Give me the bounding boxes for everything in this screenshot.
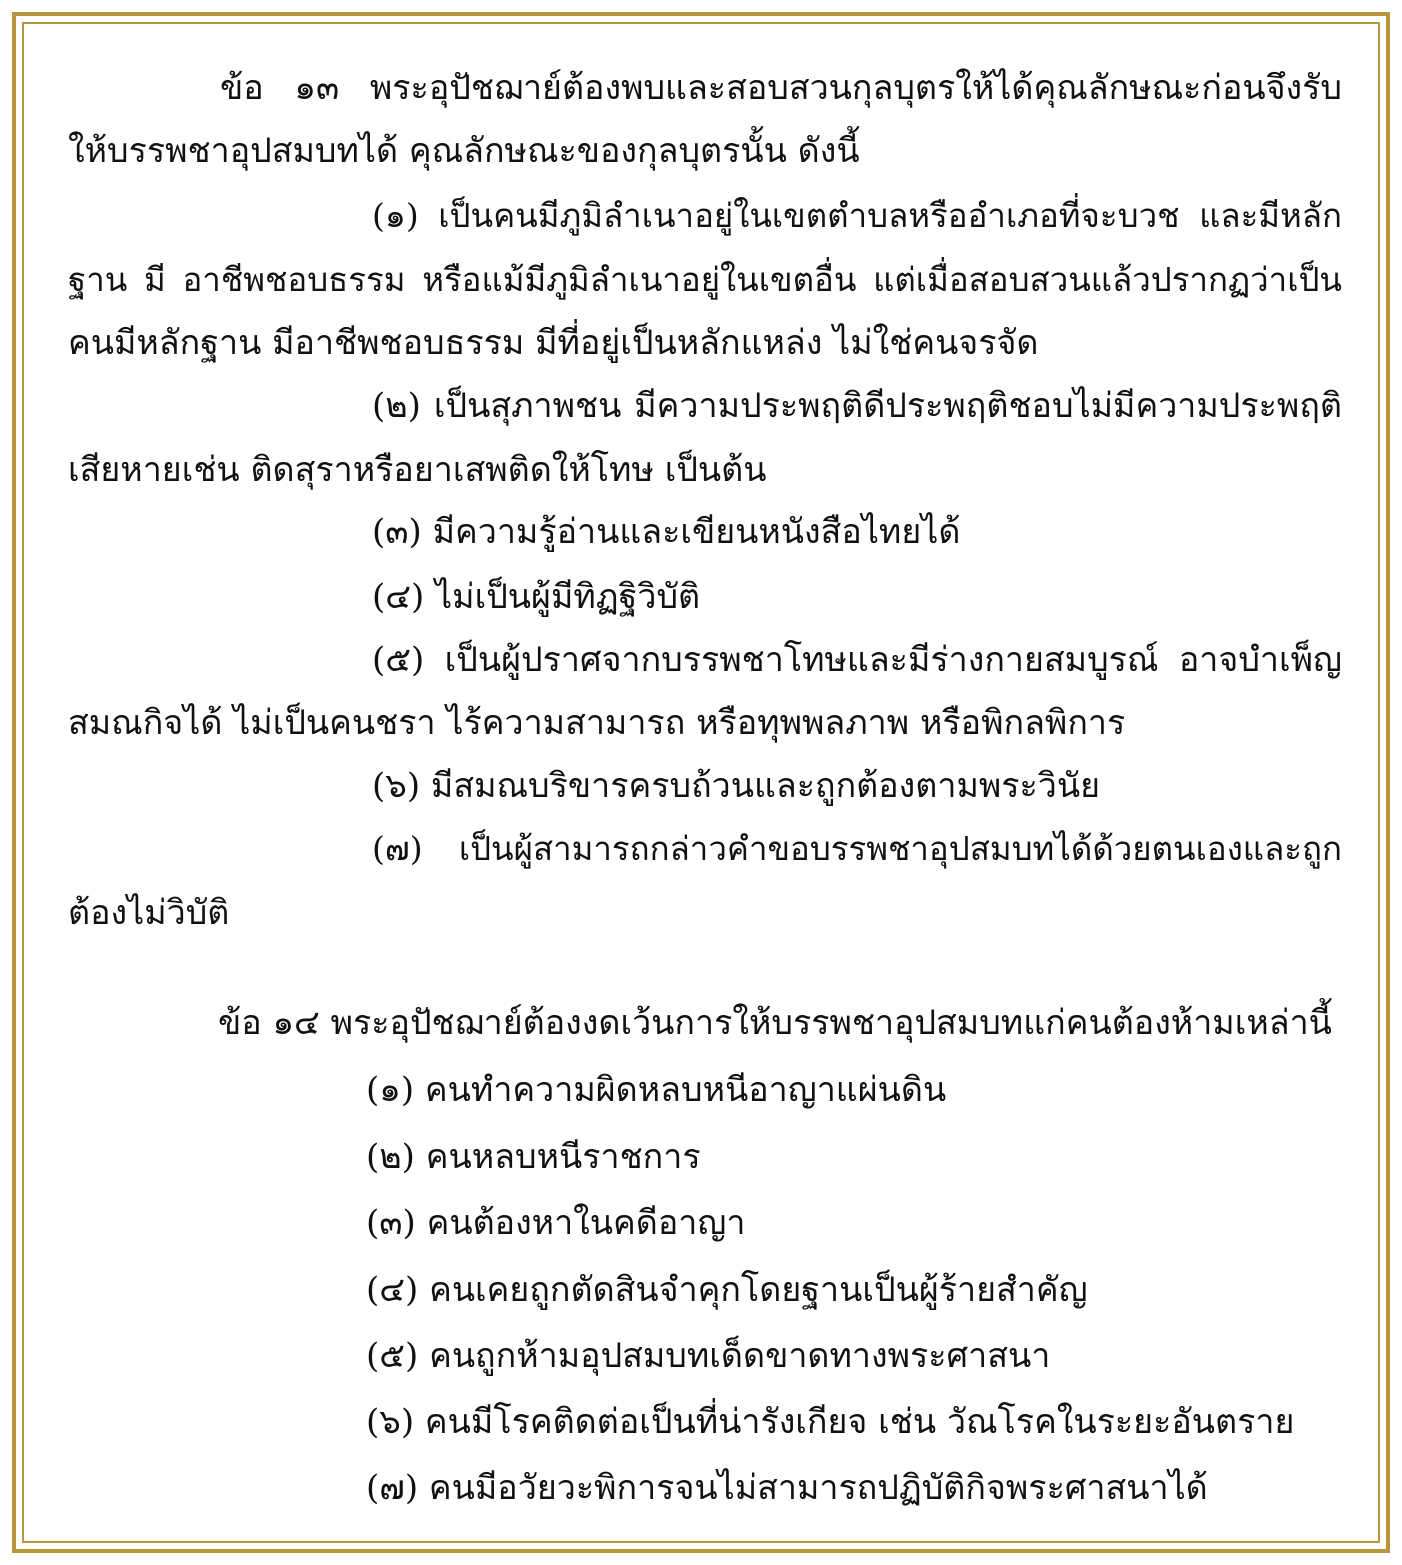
section-13-item-2-line-1: (๒) เป็นสุภาพชน มีความประพฤติดีประพฤติชอบไม่มีความประพฤติ — [372, 386, 1342, 426]
section-14-item-3: (๓) คนต้องหาในคดีอาญา — [366, 1203, 746, 1243]
section-13-item-3: (๓) มีความรู้อ่านและเขียนหนังสือไทยได้ — [372, 512, 961, 552]
section-14-item-4: (๔) คนเคยถูกตัดสินจำคุกโดยฐานเป็นผู้ร้ายสำคัญ — [366, 1270, 1088, 1310]
section-13-item-4: (๔) ไม่เป็นผู้มีทิฏฐิวิบัติ — [372, 577, 701, 617]
section-13-item-7-line-2: ต้องไม่วิบัติ — [68, 893, 230, 933]
section-13-line-2: ให้บรรพชาอุปสมบทได้ คุณลักษณะของกุลบุตรนั้น ดังนี้ — [68, 131, 860, 171]
section-13-item-5-line-1: (๕) เป็นผู้ปราศจากบรรพชาโทษและมีร่างกายสมบูรณ์ อาจบำเพ็ญ — [372, 640, 1342, 680]
section-13-line-1: ข้อ ๑๓ พระอุปัชฌาย์ต้องพบและสอบสวนกุลบุตรให้ได้คุณลักษณะก่อนจึงรับ — [220, 68, 1342, 108]
section-13-item-6: (๖) มีสมณบริขารครบถ้วนและถูกต้องตามพระวินัย — [372, 766, 1101, 806]
section-14-item-5: (๕) คนถูกห้ามอุปสมบทเด็ดขาดทางพระศาสนา — [366, 1336, 1051, 1376]
section-13-item-5-line-2: สมณกิจได้ ไม่เป็นคนชรา ไร้ความสามารถ หรือทุพพลภาพ หรือพิกลพิการ — [68, 703, 1126, 743]
section-13-item-1-line-3: คนมีหลักฐาน มีอาชีพชอบธรรม มีที่อยู่เป็นหลักแหล่ง ไม่ใช่คนจรจัด — [68, 323, 1039, 363]
section-14-item-7: (๗) คนมีอวัยวะพิการจนไม่สามารถปฏิบัติกิจพระศาสนาได้ — [366, 1468, 1208, 1508]
section-13-item-7-line-1: (๗) เป็นผู้สามารถกล่าวคำขอบรรพชาอุปสมบทได้ด้วยตนเองและถูก — [372, 829, 1342, 868]
section-14-item-1: (๑) คนทำความผิดหลบหนีอาญาแผ่นดิน — [366, 1070, 947, 1110]
section-14-heading: ข้อ ๑๔ พระอุปัชฌาย์ต้องงดเว้นการให้บรรพชาอุปสมบทแก่คนต้องห้ามเหล่านี้ — [218, 1003, 1332, 1043]
section-13-item-2-line-2: เสียหายเช่น ติดสุราหรือยาเสพติดให้โทษ เป็นต้น — [68, 450, 767, 490]
section-14-item-6: (๖) คนมีโรคติดต่อเป็นที่น่ารังเกียจ เช่น วัณโรคในระยะอันตราย — [366, 1402, 1295, 1442]
section-13-item-1-line-2: ฐาน มี อาชีพชอบธรรม หรือแม้มีภูมิลำเนาอยู่ในเขตอื่น แต่เมื่อสอบสวนแล้วปรากฏว่าเป็น — [68, 260, 1342, 299]
section-14-item-2: (๒) คนหลบหนีราชการ — [366, 1137, 701, 1177]
section-13-item-1-line-1: (๑) เป็นคนมีภูมิลำเนาอยู่ในเขตตำบลหรืออำเภอที่จะบวช และมีหลัก — [372, 196, 1342, 235]
